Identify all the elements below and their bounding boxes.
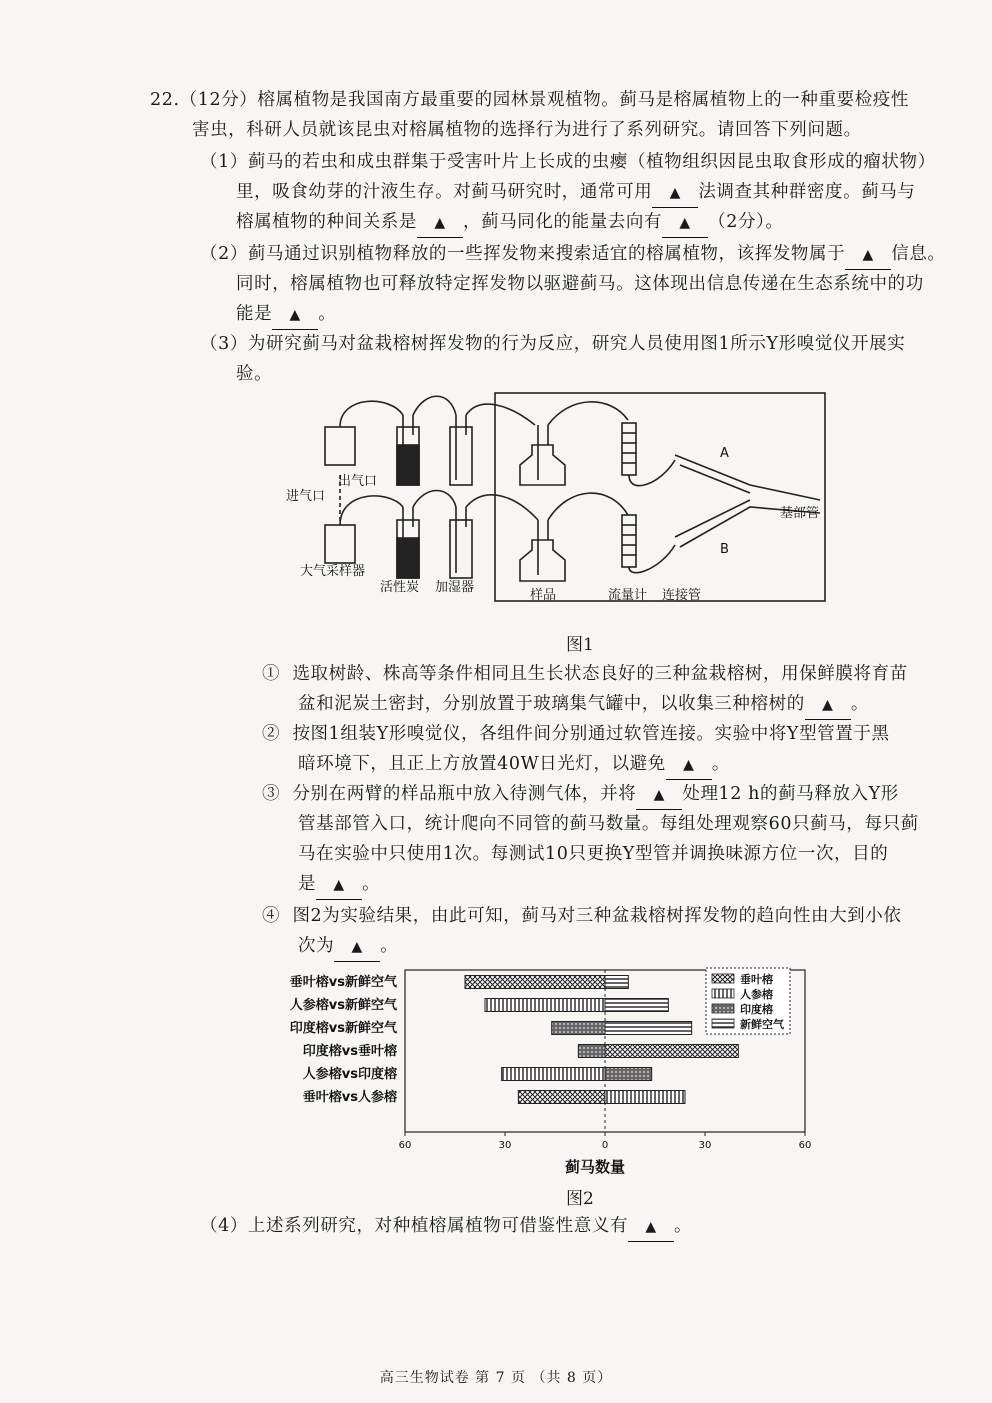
label-sampler: 大气采样器	[300, 564, 366, 579]
part3-line-2: 验。	[236, 364, 273, 384]
bar-right	[605, 1045, 738, 1058]
answer-blank[interactable]: ▲	[628, 1212, 674, 1242]
humidifier-bottom	[450, 520, 472, 578]
label-connector: 连接管	[662, 588, 702, 603]
flowmeter-bottom	[622, 515, 636, 567]
category-label: 人参榕vs印度榕	[302, 1067, 397, 1082]
label-arm-b: B	[720, 542, 729, 557]
sample-flask-bottom	[520, 540, 565, 581]
step3-line-2: 管基部管入口，统计爬向不同管的蓟马数量。每组处理观察60只蓟马，每只蓟	[298, 814, 919, 834]
category-label: 人参榕vs新鲜空气	[289, 998, 397, 1013]
question-header-line-2: 害虫，科研人员就该昆虫对榕属植物的选择行为进行了系列研究。请回答下列问题。	[192, 120, 862, 140]
part2-line-1: （2）蓟马通过识别植物释放的一些挥发物来搜索适宜的榕属植物，该挥发物属于 ▲ 信息。	[200, 240, 946, 270]
answer-blank[interactable]: ▲	[666, 750, 712, 780]
part1-line-3: 榕属植物的种间关系是 ▲ ，蓟马同化的能量去向有 ▲ （2分）。	[236, 208, 784, 238]
step3-line-1: ③ 分别在两臂的样品瓶中放入待测气体，并将 ▲ 处理12 h的蓟马释放入Y形	[262, 780, 899, 810]
part4-line-1: （4）上述系列研究，对种植榕属植物可借鉴性意义有 ▲ 。	[200, 1212, 692, 1242]
step3-line-4: 是 ▲ 。	[298, 870, 380, 900]
answer-blank[interactable]: ▲	[805, 690, 851, 720]
step4-line-2: 次为 ▲ 。	[298, 932, 398, 962]
sampler-top	[325, 427, 355, 465]
label-inlet: 进气口	[286, 489, 326, 504]
answer-blank[interactable]: ▲	[417, 208, 463, 238]
figure-2-caption: 图2	[566, 1189, 594, 1209]
answer-blank[interactable]: ▲	[272, 300, 318, 330]
part2-line-2: 同时，榕属植物也可释放特定挥发物以驱避蓟马。这体现出信息传递在生态系统中的功	[236, 274, 924, 294]
legend-label: 印度榕	[740, 1003, 773, 1016]
label-carbon: 活性炭	[380, 580, 420, 595]
step1-line-2: 盆和泥炭土密封，分别放置于玻璃集气罐中，以收集三种榕树的 ▲ 。	[298, 690, 869, 720]
figure-1-caption: 图1	[566, 635, 594, 655]
label-base-tube: 基部管	[780, 506, 820, 521]
step1-line-1: ① 选取树龄、株高等条件相同且生长状态良好的三种盆栽榕树，用保鲜膜将育苗	[262, 664, 908, 684]
legend-swatch	[712, 1004, 734, 1013]
sample-flask-top	[520, 445, 565, 485]
bar-right	[605, 999, 668, 1012]
bar-left	[485, 999, 605, 1012]
label-humidifier: 加湿器	[435, 580, 475, 595]
part1-line-2: 里，吸食幼芽的汁液生存。对蓟马研究时，通常可用 ▲ 法调查其种群密度。蓟马与	[236, 178, 916, 208]
bar-left	[465, 976, 605, 989]
answer-blank[interactable]: ▲	[334, 932, 380, 962]
label-flowmeter: 流量计	[608, 588, 648, 603]
part2-line-3: 能是 ▲ 。	[236, 300, 336, 330]
enclosure-box	[495, 393, 825, 601]
figure-1-apparatus	[280, 385, 840, 615]
answer-blank[interactable]: ▲	[662, 208, 708, 238]
flowmeter-top	[622, 423, 636, 475]
carbon-fill-top	[397, 445, 419, 485]
category-label: 垂叶榕vs新鲜空气	[289, 975, 397, 990]
bar-left	[552, 1022, 605, 1035]
bar-left	[518, 1091, 605, 1104]
bar-right	[605, 976, 628, 989]
bar-right	[605, 1068, 652, 1081]
answer-blank[interactable]: ▲	[316, 870, 362, 900]
part3-line-1: （3）为研究蓟马对盆栽榕树挥发物的行为反应，研究人员使用图1所示Y形嗅觉仪开展实	[200, 334, 906, 354]
step3-line-3: 马在实验中只使用1次。每测试10只更换Y型管并调换味源方位一次，目的	[298, 844, 889, 864]
bar-right	[605, 1091, 685, 1104]
humidifier-top	[450, 427, 472, 485]
legend-swatch	[712, 1019, 734, 1028]
question-number: 22.	[150, 90, 180, 110]
bar-left	[578, 1045, 605, 1058]
answer-blank[interactable]: ▲	[845, 240, 891, 270]
figure-2-chart	[270, 962, 830, 1182]
legend-swatch	[712, 974, 734, 983]
x-tick-label: 60	[798, 1140, 812, 1151]
label-sample: 样品	[530, 588, 557, 603]
label-outlet: 出气口	[338, 474, 378, 489]
legend-swatch	[712, 989, 734, 998]
page-footer: 高三生物试卷 第 7 页 （共 8 页）	[379, 1370, 613, 1386]
sampler-bottom	[325, 525, 355, 563]
part1-line-1: （1）蓟马的若虫和成虫群集于受害叶片上长成的虫瘿（植物组织因昆虫取食形成的瘤状物）	[200, 152, 936, 172]
answer-blank[interactable]: ▲	[652, 178, 698, 208]
answer-blank[interactable]: ▲	[636, 780, 682, 810]
step4-line-1: ④ 图2为实验结果，由此可知，蓟马对三种盆栽榕树挥发物的趋向性由大到小依	[262, 906, 902, 926]
step2-line-2: 暗环境下，且正上方放置40W日光灯，以避免 ▲ 。	[298, 750, 730, 780]
category-label: 印度榕vs垂叶榕	[302, 1044, 397, 1059]
legend-label: 人参榕	[740, 988, 773, 1001]
carbon-fill-bottom	[397, 538, 419, 578]
legend-label: 新鲜空气	[740, 1018, 784, 1031]
question-header-line-1: 22.（12分）榕属植物是我国南方最重要的园林景观植物。蓟马是榕属植物上的一种重要检疫性	[150, 90, 910, 110]
category-label: 垂叶榕vs人参榕	[302, 1090, 397, 1105]
bar-right	[605, 1022, 692, 1035]
x-tick-label: 60	[398, 1140, 412, 1151]
bar-left	[502, 1068, 605, 1081]
category-label: 印度榕vs新鲜空气	[289, 1021, 397, 1036]
x-tick-label: 0	[601, 1140, 609, 1151]
x-axis-label: 蓟马数量	[564, 1158, 626, 1176]
x-tick-label: 30	[698, 1140, 712, 1151]
label-arm-a: A	[720, 446, 729, 461]
x-tick-label: 30	[498, 1140, 512, 1151]
step2-line-1: ② 按图1组装Y形嗅觉仪，各组件间分别通过软管连接。实验中将Y型管置于黑	[262, 724, 890, 744]
legend-label: 垂叶榕	[740, 973, 773, 986]
